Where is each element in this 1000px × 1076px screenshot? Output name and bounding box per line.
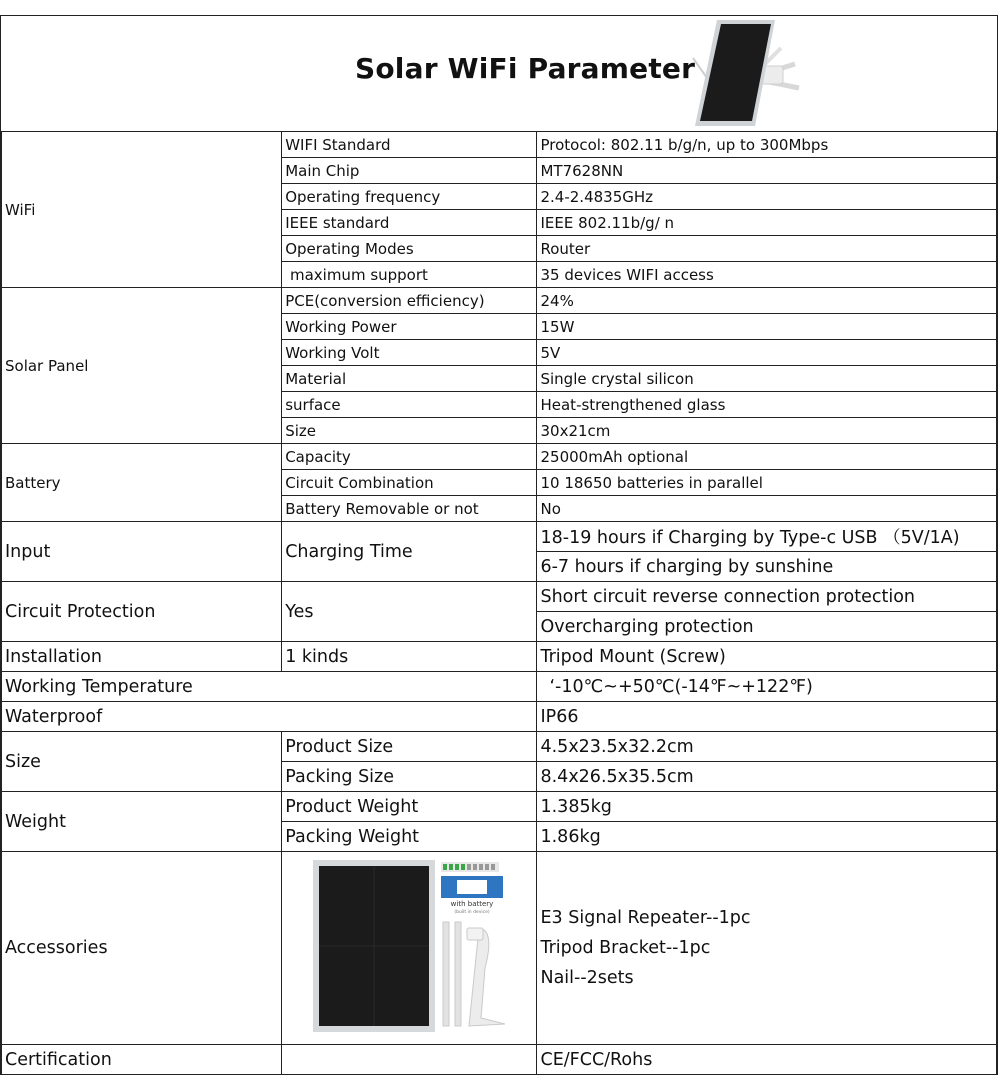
accessories-illustration (309, 858, 509, 1034)
table-row (2, 444, 997, 470)
category-waterproof: Waterproof (2, 702, 537, 732)
param-value: Short circuit reverse connection protection (537, 582, 997, 612)
param-value: 15W (537, 314, 997, 340)
param-value: MT7628NN (537, 158, 997, 184)
param-label: Battery Removable or not (282, 496, 537, 522)
param-value: Protocol: 802.11 b/g/n, up to 300Mbps (537, 132, 997, 158)
param-value: Heat-strengthened glass (537, 392, 997, 418)
param-value: 1.86kg (537, 822, 997, 852)
param-label: Product Weight (282, 792, 537, 822)
param-value: 24% (537, 288, 997, 314)
table-row (2, 732, 997, 762)
accessories-list (537, 852, 997, 1045)
table-row (2, 792, 997, 822)
param-value: ‘-10℃~+50℃(-14℉~+122℉) (537, 672, 997, 702)
param-value: 25000mAh optional (537, 444, 997, 470)
category-installation: Installation (2, 642, 282, 672)
accessories-image-cell (282, 852, 537, 1045)
param-label: Yes (282, 582, 537, 642)
param-label: IEEE standard (282, 210, 537, 236)
param-label: Operating Modes (282, 236, 537, 262)
category-working-temperature: Working Temperature (2, 672, 537, 702)
list-item: E3 Signal Repeater--1pc (540, 908, 751, 928)
param-value: 18-19 hours if Charging by Type-c USB （5V/1A) (537, 522, 997, 552)
param-value: IP66 (537, 702, 997, 732)
category-accessories: Accessories (2, 852, 282, 1045)
param-label: Product Size (282, 732, 537, 762)
table-row (2, 132, 997, 158)
category-size: Size (2, 732, 282, 792)
list-item: Nail--2sets (540, 968, 634, 988)
table-row (2, 582, 997, 612)
param-label: Working Power (282, 314, 537, 340)
table-row (2, 1045, 997, 1075)
param-label: Capacity (282, 444, 537, 470)
table-row (2, 702, 997, 732)
param-value: No (537, 496, 997, 522)
param-label: 1 kinds (282, 642, 537, 672)
param-value: Overcharging protection (537, 612, 997, 642)
param-label: Operating frequency (282, 184, 537, 210)
category-certification: Certification (2, 1045, 282, 1075)
param-label (282, 1045, 537, 1075)
param-value: 30x21cm (537, 418, 997, 444)
list-item: Tripod Bracket--1pc (540, 938, 711, 958)
solar-panel-illustration (687, 18, 807, 126)
param-label: Main Chip (282, 158, 537, 184)
param-value: Single crystal silicon (537, 366, 997, 392)
param-label: surface (282, 392, 537, 418)
param-value: 1.385kg (537, 792, 997, 822)
param-value: 35 devices WIFI access (537, 262, 997, 288)
category-solar-panel: Solar Panel (2, 288, 282, 444)
param-value: 4.5x23.5x32.2cm (537, 732, 997, 762)
table-row (2, 522, 997, 552)
table-row (2, 642, 997, 672)
spec-table (1, 131, 997, 1075)
category-circuit-protection: Circuit Protection (2, 582, 282, 642)
param-value: Router (537, 236, 997, 262)
table-row (2, 288, 997, 314)
param-value: CE/FCC/Rohs (537, 1045, 997, 1075)
param-label: PCE(conversion efficiency) (282, 288, 537, 314)
category-input: Input (2, 522, 282, 582)
spec-sheet (0, 15, 998, 1075)
param-label: Working Volt (282, 340, 537, 366)
param-label: Packing Size (282, 762, 537, 792)
param-label: Material (282, 366, 537, 392)
param-label: WIFI Standard (282, 132, 537, 158)
page-title: Solar WiFi Parameter (355, 52, 696, 85)
param-label: Charging Time (282, 522, 537, 582)
box-label: with battery (451, 899, 494, 908)
category-battery: Battery (2, 444, 282, 522)
param-label: Circuit Combination (282, 470, 537, 496)
param-value: 10 18650 batteries in parallel (537, 470, 997, 496)
param-value: IEEE 802.11b/g/ n (537, 210, 997, 236)
param-label: Size (282, 418, 537, 444)
category-weight: Weight (2, 792, 282, 852)
table-row (2, 672, 997, 702)
category-wifi: WiFi (2, 132, 282, 288)
param-value: 2.4-2.4835GHz (537, 184, 997, 210)
param-value: Tripod Mount (Screw) (537, 642, 997, 672)
table-row (2, 852, 997, 1045)
param-label: Packing Weight (282, 822, 537, 852)
param-value: 8.4x26.5x35.5cm (537, 762, 997, 792)
param-label: maximum support (282, 262, 537, 288)
param-value: 5V (537, 340, 997, 366)
param-value: 6-7 hours if charging by sunshine (537, 552, 997, 582)
header (1, 16, 997, 132)
box-sublabel: (built in device) (454, 909, 490, 915)
